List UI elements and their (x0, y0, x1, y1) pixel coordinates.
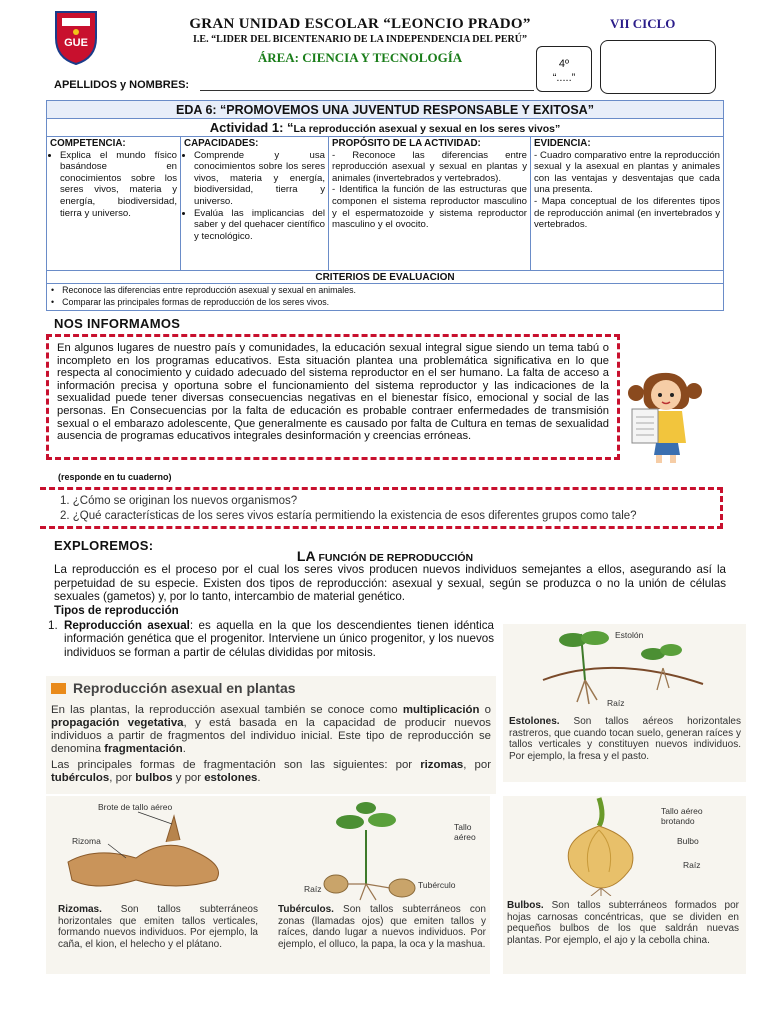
activity-title (47, 119, 723, 137)
rizomas-term: Rizomas. (58, 904, 102, 915)
activity-prefix: Actividad 1: “ (209, 120, 294, 135)
question-item: 1. ¿Cómo se originan los nuevos organismos? (60, 495, 298, 507)
bold-term: fragmentación (104, 743, 183, 755)
text-span: Las principales formas de fragmentación son las siguientes: por (51, 759, 421, 771)
text-span: , y está basada en la capacidad de producir nuevos individuos a partir de fragmentos del individuo inicial. Este tipo de reproducción se denomina (51, 717, 491, 755)
text-span: , por (109, 772, 136, 784)
evidencia-head: EVIDENCIA: (534, 138, 591, 149)
section-heading-informamos: NOS INFORMAMOS (54, 316, 181, 331)
bold-term: propagación vegetativa (51, 717, 184, 729)
raiz-label: Raíz (304, 884, 322, 894)
paragraph-2 (51, 759, 491, 785)
estolones-term: Estolones. (509, 716, 560, 727)
bold-term: estolones (204, 772, 258, 784)
school-subtitle: I.E. “LIDER DEL BICENTENARIO DE LA INDEPENDENCIA DEL PERÚ” (193, 34, 527, 45)
school-crest-logo (52, 8, 100, 66)
estolon-label: Estolón (615, 630, 644, 640)
rizomas-caption (58, 904, 258, 950)
tuberculos-text: Son tallos subterráneos con zonas (llamadas ojos) que emiten tallos y raíces, dando lugar a nuevos individuos. Por ejemplo, el olluco, la papa, la oca y la mashua. (278, 904, 486, 950)
proposito-item: - Identifica la función de las estructuras que componen el sistema reproductor masculino y el espermatozoide y sistema reproductor masculino y el ovocito. (332, 184, 527, 231)
text-span: . (257, 772, 261, 784)
names-label: APELLIDOS y NOMBRES: (54, 79, 190, 91)
section-value: “.....” (552, 72, 576, 84)
bold-term: bulbos (135, 772, 173, 784)
reproduction-function-title (150, 548, 620, 564)
asexual-term: Reproducción asexual (64, 619, 190, 632)
title-big: LA (296, 548, 316, 564)
eda-table (46, 100, 724, 311)
bulbos-caption (507, 900, 739, 946)
rizoma-label: Rizoma (72, 836, 101, 846)
tipos-heading: Tipos de reproducción (54, 604, 179, 617)
girl-reading-illustration (622, 365, 714, 465)
asexual-plants-text (46, 676, 496, 794)
responde-note: (responde en tu cuaderno) (58, 472, 172, 482)
bulbos-text: Son tallos subterráneos formados por hojas carnosas concéntricas, que se dividen en pequeños bulbos de los que saldrán nuevas plantas. Por ejemplo, el ajo y la cebolla china. (507, 900, 739, 946)
info-box: En algunos lugares de nuestro país y comunidades, la educación sexual integral sigue siendo un tema tabú o incompleto en los programas educativos. Esta situación plantea una problemática significativa en lo que respecta al conocimiento y cuidado adecuado del sistema reproductor en el ser humano. La falta de acceso a información precisa y oportuna sobre el funcionamiento del sistema reproductor y las indicaciones de la sexualidad puede tener diversas consecuencias negativas en el bienestar físico, emocional y social de las personas. En Consecuencias por la falta de educación es probable contraer enfermedades de transmisión sexual o el embarazo adolescente, Que generalmente es causado por falta de Cultura en temas de sexualidad ausencia de programas educativos integrales desinformación y creencias erróneas. (46, 334, 620, 460)
activity-name: La reproducción asexual y sexual en los seres vivos” (293, 123, 561, 135)
tuberculos-caption (278, 904, 486, 950)
eda-title: EDA 6: “PROMOVEMOS UNA JUVENTUD RESPONSABLE Y EXITOSA” (47, 101, 723, 119)
tallo-brotando-label: Tallo aéreo brotando (661, 806, 703, 826)
school-name: GRAN UNIDAD ESCOLAR “LEONCIO PRADO” (189, 16, 531, 32)
tuberculos-term: Tubérculos. (278, 904, 334, 915)
rizoma-tuberculo-figure (46, 796, 490, 974)
rizomas-text: Son tallos subterráneos horizontales que emiten tallos verticales, formando nuevos individuos. Por ejemplo, la caña, el kion, el helecho y el plátano. (58, 904, 258, 950)
eda-columns (47, 137, 723, 271)
evidencia-item: - Cuadro comparativo entre la reproducción sexual y la asexual en plantas y animales con las ventajas y desventajas que cada una presenta. (534, 149, 720, 196)
capacidades-column (181, 137, 329, 270)
paragraph-1 (51, 704, 491, 756)
evidencia-item: - Mapa conceptual de los diferentes tipos de reproducción animal (en invertebrados y vertebrados. (534, 195, 720, 231)
raiz-label: Raíz (683, 860, 701, 870)
criterio-item: • Comparar las principales formas de reproducción de los seres vivos. (51, 297, 719, 309)
bold-term: tubérculos (51, 772, 110, 784)
capacidades-item: • Comprende y usa conocimientos sobre los seres vivos, materia y energía, biodiversidad, tierra y universo. (194, 150, 325, 208)
capacidades-item: • Evalúa las implicancias del saber y del quehacer científico y tecnológico. (194, 208, 325, 243)
heading-marker-icon (51, 683, 66, 694)
cycle-label: VII CICLO (610, 16, 676, 31)
evidencia-column (531, 137, 723, 270)
grade-value: 4º (558, 58, 570, 70)
estolones-text: Son tallos aéreos horizontales rastreros, que cuando tocan suelo, generan raíces y tallos verticales y constituyen nuevos individuos. Por ejemplo, la fresa y el pasto. (509, 716, 741, 762)
capacidades-head: CAPACIDADES: (184, 138, 259, 149)
area-title: ÁREA: CIENCIA Y TECNOLOGÍA (257, 50, 463, 65)
competencia-head: COMPETENCIA: (50, 138, 126, 149)
tallo-aereo-label: Tallo aéreo (454, 822, 476, 842)
brote-label: Brote de tallo aéreo (98, 802, 173, 812)
questions-box (40, 487, 723, 529)
estolon-figure (503, 624, 746, 782)
text-span: o (479, 704, 492, 716)
score-box (600, 40, 716, 94)
proposito-column (329, 137, 531, 270)
proposito-head: PROPÓSITO DE LA ACTIVIDAD: (332, 138, 481, 149)
asexual-text: : es aquella en la que los descendientes tienen idéntica información genética que el progenitor. Interviene un único progenitor, y los nuevos individuos se forman a partir de células divididas por mitosis. (64, 619, 494, 659)
criterio-item: • Reconoce las diferencias entre reproducción asexual y sexual en animales. (51, 285, 719, 297)
grade-box (536, 46, 592, 92)
asexual-plants-heading (51, 680, 491, 696)
criterios-head: CRITERIOS DE EVALUACION (47, 271, 723, 284)
estolones-caption (509, 716, 741, 762)
names-input-line[interactable] (200, 90, 534, 91)
proposito-item: - Reconoce las diferencias entre reproducción asexual y sexual en plantas y animales (invertebrados y vertebrados). (332, 149, 527, 184)
question-item: 2. ¿Qué características de los seres vivos estaría permitiendo la existencia de esos diferentes grupos como tale? (60, 510, 637, 522)
text-span: En las plantas, la reproducción asexual también se conoce como (51, 704, 403, 716)
crest-text: GUE (64, 37, 88, 49)
bulbo-label: Bulbo (677, 836, 699, 846)
heading-text: Reproducción asexual en plantas (73, 680, 296, 696)
bold-term: rizomas (420, 759, 464, 771)
text-span: . (182, 743, 186, 755)
bold-term: multiplicación (402, 704, 480, 716)
bulbo-figure (503, 796, 746, 974)
item-number: 1. (48, 619, 58, 632)
competencia-item: • Explica el mundo físico basándose en conocimientos sobre los seres vivos, materia y energía, biodiversidad, tierra y universo. (60, 150, 177, 220)
reproduction-intro-text: La reproducción es el proceso por el cual los seres vivos producen nuevos individuos semejantes a ellos, asegurando así la perpetuidad de su especie. Existen dos tipos de reproducción: asexual y sexual, según se produzca o no la unión de células sexuales (gametos) y, por lo tanto, intercambio de material genético. (54, 563, 726, 604)
tuberculo-label: Tubérculo (418, 880, 456, 890)
text-span: y por (172, 772, 205, 784)
section-heading-exploremos: EXPLOREMOS: (54, 538, 154, 553)
criterios-list (47, 284, 723, 310)
text-span: , por (463, 759, 491, 771)
asexual-definition (48, 619, 494, 659)
title-rest: FUNCIÓN DE REPRODUCCIÓN (315, 552, 474, 564)
raiz-label: Raíz (607, 698, 625, 708)
bulbos-term: Bulbos. (507, 900, 544, 911)
competencia-column (47, 137, 181, 270)
